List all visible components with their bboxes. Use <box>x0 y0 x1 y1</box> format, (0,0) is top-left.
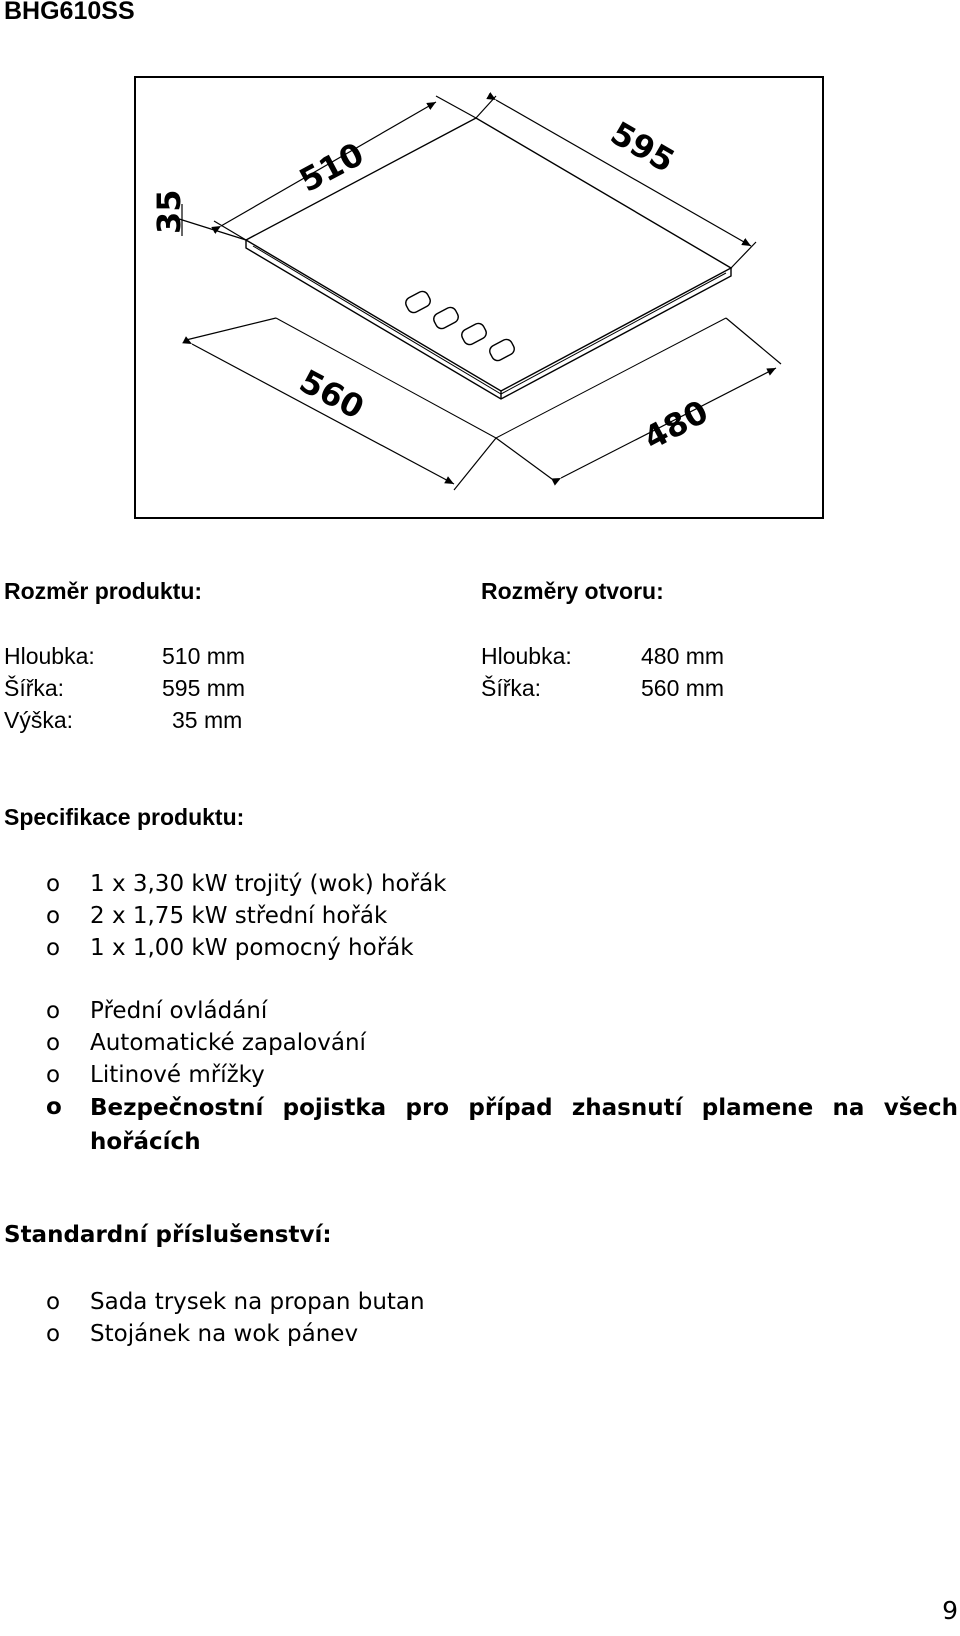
dimension-value: 595 mm <box>162 675 246 701</box>
dimension-value: 510 mm <box>162 643 246 669</box>
list-bullet: o <box>46 1030 61 1056</box>
list-item-text: Litinové mřížky <box>90 1062 265 1088</box>
list-bullet: o <box>46 1062 61 1088</box>
dim-label-35: 35 <box>150 189 188 234</box>
list-bullet: o <box>46 1321 61 1347</box>
list-item-text: Automatické zapalování <box>90 1030 366 1056</box>
cutout-dimensions-title: Rozměry otvoru: <box>481 578 664 604</box>
dimension-value: 560 mm <box>641 675 725 701</box>
list-bullet: o <box>46 1094 62 1120</box>
list-bullet: o <box>46 935 61 961</box>
dim-label-595: 595 <box>604 113 682 181</box>
list-bullet: o <box>46 871 61 897</box>
product-dimension-row <box>4 704 424 736</box>
list-bullet: o <box>46 1289 61 1315</box>
cutout-dimensions-list <box>481 640 901 704</box>
dim-label-560: 560 <box>293 361 371 427</box>
dimension-label: Výška: <box>4 707 74 733</box>
page-number: 9 <box>942 1596 958 1625</box>
dimension-label: Šířka: <box>4 675 65 701</box>
list-item-text: Stojánek na wok pánev <box>90 1321 359 1347</box>
dimension-label: Hloubka: <box>4 643 95 669</box>
list-item-text: Sada trysek na propan butan <box>90 1289 425 1315</box>
list-item-text: 1 x 3,30 kW trojitý (wok) hořák <box>90 871 447 897</box>
cutout-dimension-row <box>481 672 901 704</box>
product-dimension-row <box>4 640 424 672</box>
dim-label-480: 480 <box>637 392 715 458</box>
product-dimension-row <box>4 672 424 704</box>
dimension-label: Hloubka: <box>481 643 572 669</box>
cutout-dimension-row <box>481 640 901 672</box>
hob-dimension-drawing <box>134 76 824 519</box>
list-item-text: Přední ovládání <box>90 998 268 1024</box>
list-item-text: Bezpečnostní pojistka pro případ zhasnutí plamene na všech hořácích <box>90 1095 958 1155</box>
dim-label-510: 510 <box>293 134 370 200</box>
dimension-value: 35 mm <box>172 707 243 733</box>
product-dimensions-list <box>4 640 424 736</box>
product-dimensions-title: Rozměr produktu: <box>4 578 203 604</box>
list-bullet: o <box>46 998 61 1024</box>
specification-title: Specifikace produktu: <box>4 804 245 830</box>
list-item-text: 2 x 1,75 kW střední hořák <box>90 903 388 929</box>
model-title: BHG610SS <box>4 0 135 25</box>
dimension-label: Šířka: <box>481 675 542 701</box>
list-bullet: o <box>46 903 61 929</box>
hob-drawing-svg <box>136 78 822 517</box>
accessories-title: Standardní příslušenství: <box>4 1222 332 1248</box>
dimension-value: 480 mm <box>641 643 725 669</box>
list-item-text: 1 x 1,00 kW pomocný hořák <box>90 935 414 961</box>
